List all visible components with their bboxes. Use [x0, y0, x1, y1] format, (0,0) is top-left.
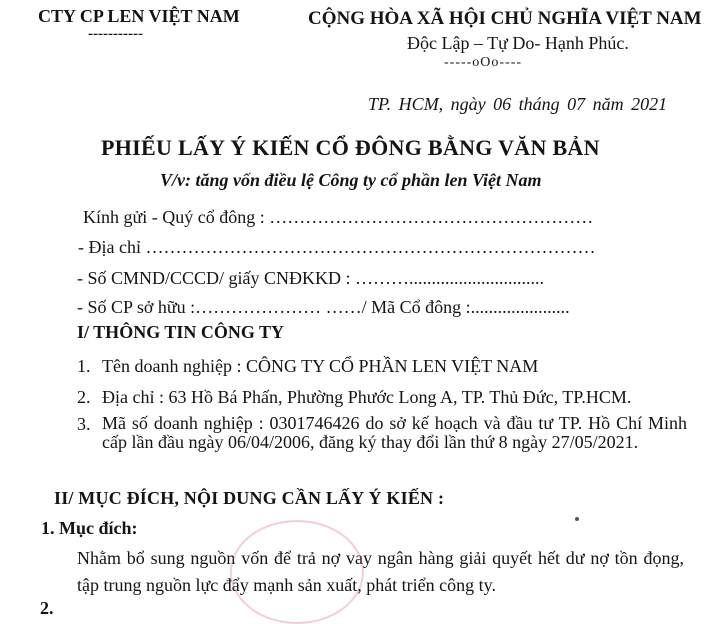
company-name-item: Tên doanh nghiệp : CÔNG TY CỔ PHẦN LEN VIỆT NAM — [102, 356, 539, 376]
company-name: CTY CP LEN VIỆT NAM — [38, 6, 240, 26]
shares-owned-field: - Số CP sở hữu :………………… ……/ Mã Cổ đông :...................... — [77, 297, 570, 317]
list-item-number: 1. — [77, 356, 91, 376]
business-code-item: Mã số doanh nghiệp : 0301746426 do sở kế hoạch và đầu tư TP. Hồ Chí Minh cấp lần đầu ngày 06/04/2006, đăng ký thay đổi lần thứ 8 ngày 27/05/2021. — [102, 413, 687, 452]
document-subject: V/v: tăng vốn điều lệ Công ty cổ phần len Việt Nam — [160, 170, 542, 190]
id-number-field: - Số CMND/CCCD/ giấy CNĐKKD : ……….............................. — [77, 268, 545, 288]
purpose-paragraph: Nhằm bổ sung nguồn vốn để trả nợ vay ngân hàng giải quyết hết dư nợ tồn đọng, tập trung nguồn lực đẩy mạnh sản xuất, phát triển công ty. — [77, 548, 684, 595]
national-motto: Độc Lập – Tự Do- Hạnh Phúc. — [407, 33, 629, 53]
list-item-number: 2. — [77, 387, 91, 407]
purpose-label: 1. Mục đích: — [41, 518, 138, 538]
motto-underline: -----oOo---- — [444, 55, 523, 70]
list-item-number: 3. — [77, 414, 91, 434]
address-field: - Địa chỉ ………………………………………………………………… — [78, 237, 596, 257]
place-date: TP. HCM, ngày 06 tháng 07 năm 2021 — [368, 94, 668, 114]
section-company-info-heading: I/ THÔNG TIN CÔNG TY — [77, 322, 285, 342]
ink-speck — [575, 517, 579, 521]
recipient-field: Kính gửi - Quý cổ đông : ……………………………………………… — [83, 207, 594, 227]
faint-stamp-mark — [230, 520, 364, 624]
company-address-item: Địa chỉ : 63 Hồ Bá Phấn, Phường Phước Long A, TP. Thủ Đức, TP.HCM. — [102, 387, 632, 407]
document-title: PHIẾU LẤY Ý KIẾN CỔ ĐÔNG BẰNG VĂN BẢN — [101, 135, 600, 160]
next-item-number: 2. — [40, 598, 54, 618]
national-title: CỘNG HÒA XÃ HỘI CHỦ NGHĨA VIỆT NAM — [308, 8, 702, 29]
section-purpose-heading: II/ MỤC ĐÍCH, NỘI DUNG CẦN LẤY Ý KIẾN : — [54, 488, 445, 508]
company-underline: ----------- — [88, 26, 143, 42]
